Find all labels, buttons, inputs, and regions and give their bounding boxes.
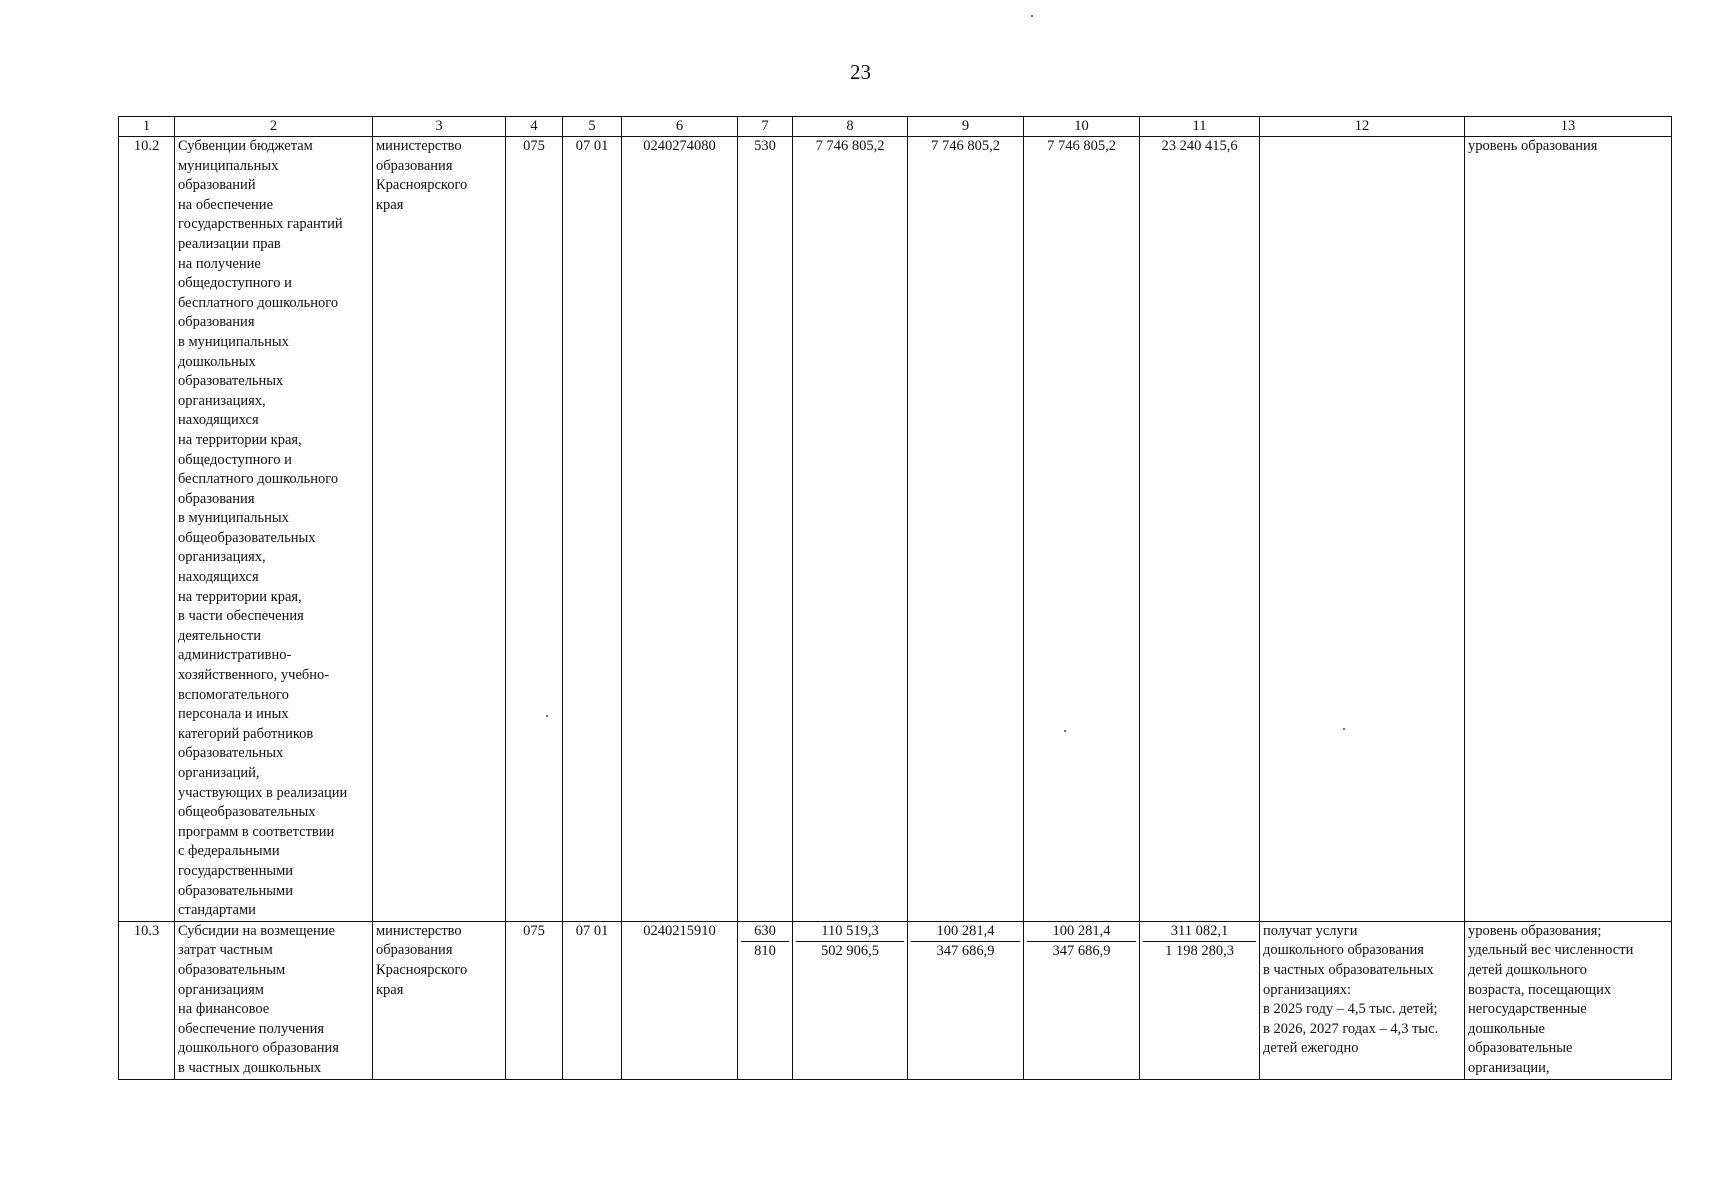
amount-2025: 7 746 805,2 [793,137,908,922]
amount-2027: 7 746 805,2 [1024,137,1140,922]
amount-total [1140,921,1260,1079]
executor: министерство образования Красноярского края [373,137,506,922]
header-cell: 3 [373,117,506,137]
table-row [119,921,1672,1079]
measure-name: Субсидии на возмещение затрат частным образовательным организациям на финансовое обеспечение получения дошкольного образования в частных дошкольных [175,921,373,1079]
amount-value: 347 686,9 [936,943,995,960]
header-row [119,117,1672,137]
executor: министерство образования Красноярского края [373,921,506,1079]
scan-speck [1031,15,1033,17]
scan-speck [1064,730,1066,732]
header-cell: 10 [1024,117,1140,137]
indicator: уровень образования [1465,137,1672,922]
header-cell: 5 [563,117,622,137]
row-number: 10.3 [119,921,175,1079]
page-number: 23 [850,60,871,84]
target-article: 0240274080 [622,137,738,922]
amount-2027 [1024,921,1140,1079]
header-cell: 7 [738,117,793,137]
amount-value: 347 686,9 [1052,943,1111,960]
amount-2025 [793,921,908,1079]
measure-name: Субвенции бюджетам муниципальных образований на обеспечение государственных гарантий реализации прав на получение общедоступного и бесплатного дошкольного образования в муниципальных дошкольных образовательных организациях, находящихся на территории края, общедоступного и бесплатного дошкольного образования в муниципальных общеобразовательных организациях, находящихся на территории края, в части обеспечения деятельности административно- хозяйственного, учебно- вспомогательного персонала и иных категорий работников образовательных организаций, участвующих в реализации общеобразовательных программ в соответствии с федеральными государственными образовательными стандартами [175,137,373,922]
expense-type-value: 810 [754,943,776,960]
section-code: 07 01 [563,921,622,1079]
amount-value: 100 281,4 [911,922,1020,943]
target-article: 0240215910 [622,921,738,1079]
header-cell: 11 [1140,117,1260,137]
header-cell: 9 [908,117,1024,137]
header-cell: 8 [793,117,908,137]
header-cell: 2 [175,117,373,137]
amount-2026 [908,921,1024,1079]
budget-table [118,116,1672,1080]
header-cell: 6 [622,117,738,137]
expense-type-value: 630 [741,922,789,943]
section-code: 07 01 [563,137,622,922]
expense-type [738,921,793,1079]
amount-value: 311 082,1 [1143,922,1256,943]
ministry-code: 075 [506,137,563,922]
amount-value: 100 281,4 [1027,922,1136,943]
header-cell: 12 [1260,117,1465,137]
expected-result: получат услуги дошкольного образования в частных образовательных организациях: в 2025 году – 4,5 тыс. детей; в 2026, 2027 годах – 4,3 тыс. детей ежегодно [1260,921,1465,1079]
amount-value: 1 198 280,3 [1165,943,1234,960]
indicator: уровень образования; удельный вес численности детей дошкольного возраста, посещающих негосударственные дошкольные образовательные организации, [1465,921,1672,1079]
amount-2026: 7 746 805,2 [908,137,1024,922]
expected-result [1260,137,1465,922]
scan-speck [1343,728,1345,730]
scan-speck [546,715,548,717]
amount-value: 110 519,3 [796,922,904,943]
ministry-code: 075 [506,921,563,1079]
expense-type: 530 [738,137,793,922]
header-cell: 1 [119,117,175,137]
amount-value: 502 906,5 [821,943,879,960]
table-row [119,137,1672,922]
row-number: 10.2 [119,137,175,922]
header-cell: 4 [506,117,563,137]
header-cell: 13 [1465,117,1672,137]
amount-total: 23 240 415,6 [1140,137,1260,922]
